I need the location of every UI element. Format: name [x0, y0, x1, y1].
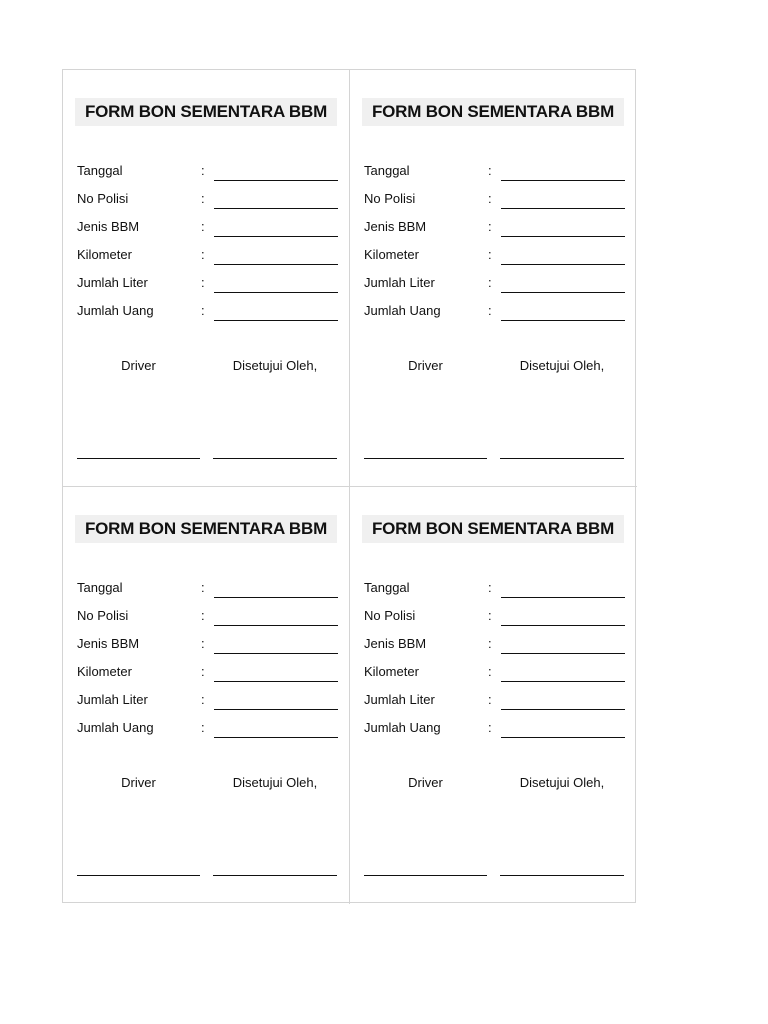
field-row-kilometer [364, 659, 625, 687]
field-colon: : [488, 692, 492, 707]
field-colon: : [201, 720, 205, 735]
no-polisi-blank-line [501, 625, 625, 626]
field-label: Kilometer [364, 664, 419, 679]
field-colon: : [201, 275, 205, 290]
approved-by-signature-label: Disetujui Oleh, [519, 358, 605, 373]
field-label: Jumlah Uang [77, 303, 154, 318]
field-row-jumlah-liter [364, 270, 625, 298]
kilometer-blank-line [501, 681, 625, 682]
fuel-voucher-form [350, 487, 637, 904]
jenis-bbm-blank-line [214, 236, 338, 237]
field-label: Jumlah Uang [77, 720, 154, 735]
field-colon: : [488, 580, 492, 595]
jumlah-liter-blank-line [501, 709, 625, 710]
jenis-bbm-blank-line [501, 653, 625, 654]
approved-by-signature-line [500, 875, 624, 876]
jumlah-uang-blank-line [214, 320, 338, 321]
form-fields [77, 575, 338, 743]
approved-by-signature-label: Disetujui Oleh, [519, 775, 605, 790]
form-fields [364, 158, 625, 326]
form-title-bar [362, 98, 624, 126]
field-row-no-polisi [364, 186, 625, 214]
field-row-tanggal [364, 158, 625, 186]
form-title-bar [75, 98, 337, 126]
driver-signature-line [77, 458, 200, 459]
field-colon: : [488, 664, 492, 679]
fuel-voucher-form [63, 487, 350, 904]
field-label: Kilometer [364, 247, 419, 262]
field-row-jumlah-uang [364, 715, 625, 743]
field-colon: : [201, 219, 205, 234]
field-label: Jenis BBM [364, 219, 427, 234]
field-row-no-polisi [364, 603, 625, 631]
field-colon: : [488, 163, 492, 178]
field-label: Jumlah Liter [364, 275, 435, 290]
approved-by-signature-line [213, 875, 337, 876]
field-row-jenis-bbm [77, 214, 338, 242]
jumlah-liter-blank-line [214, 292, 338, 293]
field-label: Kilometer [77, 664, 132, 679]
field-label: Tanggal [77, 580, 123, 595]
field-row-jenis-bbm [364, 631, 625, 659]
driver-signature-label: Driver [121, 358, 156, 373]
form-fields [77, 158, 338, 326]
field-row-jumlah-liter [77, 270, 338, 298]
field-label: No Polisi [364, 191, 416, 206]
field-colon: : [201, 580, 205, 595]
tanggal-blank-line [501, 180, 625, 181]
field-row-tanggal [77, 158, 338, 186]
form-title-bar [362, 515, 624, 543]
field-row-jumlah-liter [364, 687, 625, 715]
driver-signature-label: Driver [121, 775, 156, 790]
form-title: FORM BON SEMENTARA BBM [371, 102, 615, 121]
kilometer-blank-line [214, 264, 338, 265]
field-colon: : [201, 303, 205, 318]
kilometer-blank-line [501, 264, 625, 265]
form-sheet [62, 69, 636, 903]
field-colon: : [201, 191, 205, 206]
driver-signature-label: Driver [408, 775, 443, 790]
approved-by-signature-line [500, 458, 624, 459]
field-row-jumlah-liter [77, 687, 338, 715]
field-label: Jumlah Liter [77, 275, 148, 290]
field-label: Jumlah Uang [364, 720, 441, 735]
jenis-bbm-blank-line [501, 236, 625, 237]
driver-signature-line [364, 458, 487, 459]
no-polisi-blank-line [501, 208, 625, 209]
field-label: Jumlah Liter [77, 692, 148, 707]
field-label: Jumlah Uang [364, 303, 441, 318]
field-colon: : [488, 191, 492, 206]
field-row-jumlah-uang [364, 298, 625, 326]
fuel-voucher-form [63, 70, 350, 487]
driver-signature-label: Driver [408, 358, 443, 373]
no-polisi-blank-line [214, 625, 338, 626]
driver-signature-line [364, 875, 487, 876]
approved-by-signature-line [213, 458, 337, 459]
field-row-jenis-bbm [77, 631, 338, 659]
tanggal-blank-line [214, 180, 338, 181]
no-polisi-blank-line [214, 208, 338, 209]
approved-by-signature-label: Disetujui Oleh, [232, 775, 318, 790]
form-title-bar [75, 515, 337, 543]
field-colon: : [201, 247, 205, 262]
field-row-tanggal [364, 575, 625, 603]
field-label: Jenis BBM [77, 636, 140, 651]
kilometer-blank-line [214, 681, 338, 682]
jenis-bbm-blank-line [214, 653, 338, 654]
jumlah-liter-blank-line [501, 292, 625, 293]
field-label: Tanggal [364, 163, 410, 178]
field-row-kilometer [77, 242, 338, 270]
field-colon: : [488, 636, 492, 651]
field-label: Jenis BBM [364, 636, 427, 651]
field-row-no-polisi [77, 603, 338, 631]
fuel-voucher-form [350, 70, 637, 487]
field-row-kilometer [77, 659, 338, 687]
field-label: Kilometer [77, 247, 132, 262]
field-colon: : [201, 692, 205, 707]
field-row-jumlah-uang [77, 298, 338, 326]
field-colon: : [488, 275, 492, 290]
field-row-no-polisi [77, 186, 338, 214]
field-colon: : [201, 608, 205, 623]
form-title: FORM BON SEMENTARA BBM [84, 519, 328, 538]
field-label: Jenis BBM [77, 219, 140, 234]
approved-by-signature-label: Disetujui Oleh, [232, 358, 318, 373]
form-title: FORM BON SEMENTARA BBM [84, 102, 328, 121]
field-colon: : [201, 163, 205, 178]
form-fields [364, 575, 625, 743]
tanggal-blank-line [214, 597, 338, 598]
field-label: Jumlah Liter [364, 692, 435, 707]
tanggal-blank-line [501, 597, 625, 598]
jumlah-uang-blank-line [501, 737, 625, 738]
field-row-jenis-bbm [364, 214, 625, 242]
field-colon: : [488, 608, 492, 623]
field-label: Tanggal [364, 580, 410, 595]
field-colon: : [488, 219, 492, 234]
jumlah-uang-blank-line [214, 737, 338, 738]
field-colon: : [488, 247, 492, 262]
form-title: FORM BON SEMENTARA BBM [371, 519, 615, 538]
field-colon: : [201, 636, 205, 651]
jumlah-liter-blank-line [214, 709, 338, 710]
field-label: Tanggal [77, 163, 123, 178]
field-label: No Polisi [77, 608, 129, 623]
field-label: No Polisi [364, 608, 416, 623]
field-row-tanggal [77, 575, 338, 603]
field-colon: : [488, 303, 492, 318]
jumlah-uang-blank-line [501, 320, 625, 321]
field-colon: : [488, 720, 492, 735]
field-label: No Polisi [77, 191, 129, 206]
field-row-kilometer [364, 242, 625, 270]
field-row-jumlah-uang [77, 715, 338, 743]
field-colon: : [201, 664, 205, 679]
driver-signature-line [77, 875, 200, 876]
